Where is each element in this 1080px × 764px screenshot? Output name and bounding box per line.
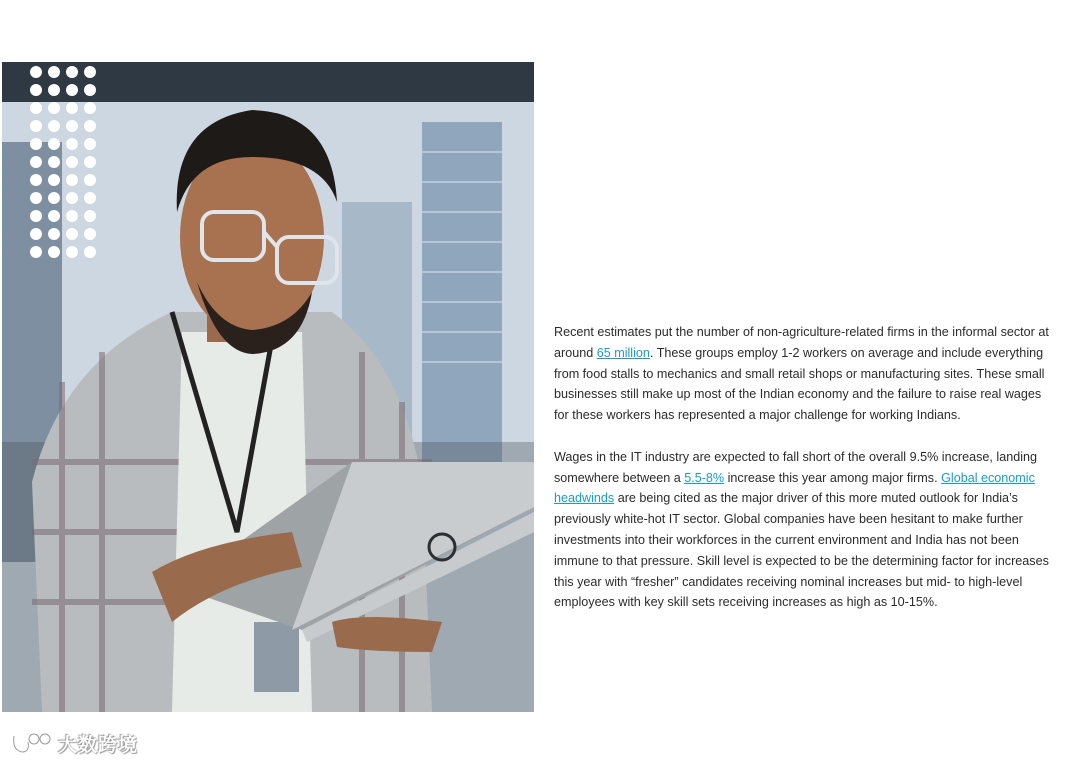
watermark-logo-icon — [10, 730, 54, 756]
link-global-economic-headwinds[interactable]: Global economic headwinds — [554, 470, 1035, 506]
article-photo — [2, 62, 534, 712]
paragraph-text: Wages in the IT industry are expected to fall short of the overall 9.5% increase, landing somewhere between a — [554, 449, 1038, 485]
decorative-dot-grid — [30, 66, 102, 258]
paragraph-text: increase this year among major firms. — [724, 470, 942, 485]
paragraph-it-wages — [554, 447, 1050, 613]
paragraph-text: . These groups employ 1-2 workers on average and include everything from food stalls to mechanics and small retail shops or manufacturing sites. These small businesses still make up most of the Indian economy and the failure to raise real wages for these workers has represented a major challenge for working Indians. — [554, 345, 1045, 423]
article-body — [554, 322, 1050, 634]
watermark — [10, 730, 138, 756]
watermark-text: 大数跨境 — [58, 734, 139, 756]
paragraph-text: Recent estimates put the number of non-agriculture-related firms in the informal sector at around — [554, 325, 1049, 360]
paragraph-text: are being cited as the major driver of this more muted outlook for India’s previously white-hot IT sector. Global companies have been hesitant to make further investments into their workforces in the current environment and India has not been immune to that pressure. Skill level is expected to be the determining factor for increases this year with “fresher” candidates receiving nominal increases but mid- to high-level employees with key skill sets receiving increases as high as 10-15%. — [554, 491, 1049, 610]
link-65-million[interactable]: 65 million — [596, 345, 650, 360]
paragraph-informal-sector — [554, 322, 1050, 426]
link-5-5-8-percent[interactable]: 5.5-8% — [684, 470, 725, 485]
